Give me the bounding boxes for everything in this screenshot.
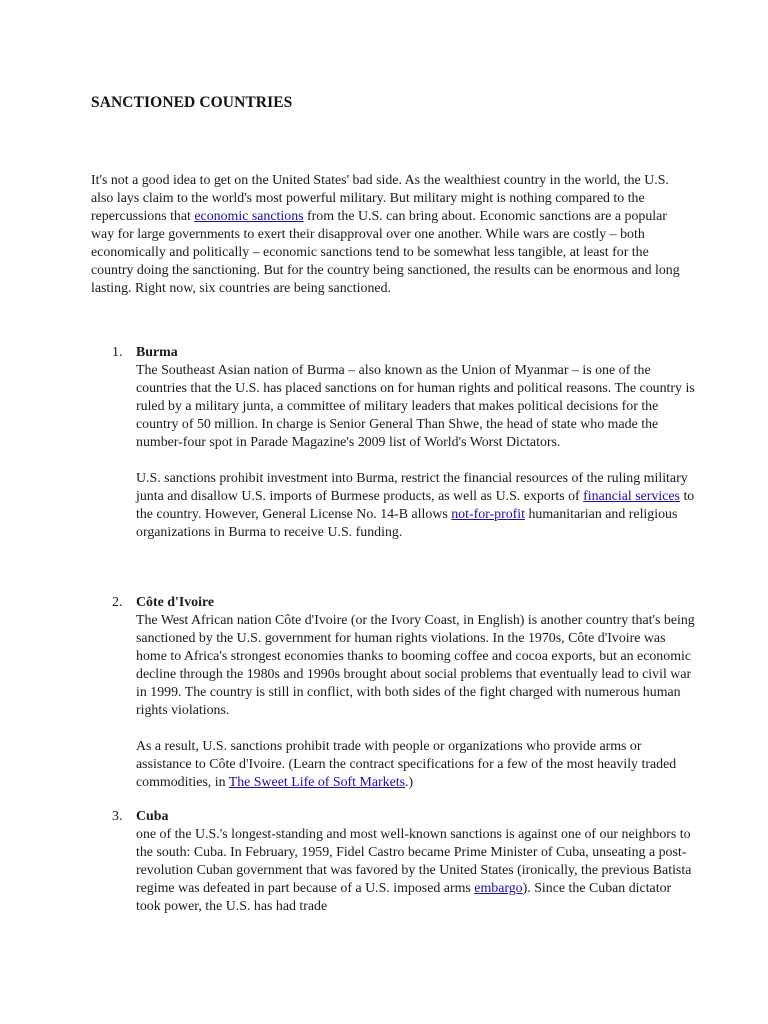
not-for-profit-link[interactable]: not-for-profit [451, 507, 526, 522]
item-text: .) [405, 775, 414, 790]
item-heading: Côte d'Ivoire [136, 595, 215, 610]
list-number: 1. [112, 345, 123, 360]
sweet-life-soft-markets-link[interactable]: The Sweet Life of Soft Markets [228, 775, 406, 790]
item-heading: Cuba [136, 809, 169, 824]
economic-sanctions-link[interactable]: economic sanctions [194, 209, 304, 224]
item-text: U.S. sanctions prohibit investment into Burma, restrict the financial resources of the ruling military junta and disallow U.S. imports of Burmese products, as well as U.S. exports of [136, 471, 688, 504]
item-text: ). Since the Cuban dictator took power, the U.S. has had trade [136, 881, 672, 914]
financial-services-link[interactable]: financial services [583, 489, 680, 504]
item-paragraph [136, 826, 696, 916]
item-text: to the country. However, General License No. 14-B allows [136, 489, 695, 522]
embargo-link[interactable]: embargo [474, 881, 523, 896]
item-paragraph: The West African nation Côte d'Ivoire (or the Ivory Coast, in English) is another country that's being sanctioned by the U.S. government for human rights violations. In the 1970s, Côte d'Ivoire was home to Africa's strongest economies thanks to booming coffee and cocoa exports, but an economic decline through the 1980s and 1990s brought about social problems that eventually lead to civil war in 1999. The country is still in conflict, with both sides of the fight charged with numerous human rights violations. [136, 613, 695, 718]
item-text: humanitarian and religious organizations in Burma to receive U.S. funding. [136, 507, 678, 540]
page-title: SANCTIONED COUNTRIES [91, 94, 293, 111]
intro-text-1: It's not a good idea to get on the United States' bad side. As the wealthiest country in the world, the U.S. also lays claim to the world's most powerful military. But military might is nothing compared to the repercussions that [91, 173, 669, 224]
list-number: 2. [112, 595, 123, 610]
list-number: 3. [112, 809, 123, 824]
item-text: one of the U.S.'s longest-standing and most well-known sanctions is against one of our neighbors to the south: Cuba. In February, 1959, Fidel Castro became Prime Minister of Cuba, unseating a post-revolution Cuban government that was favored by the United States (ironically, the previous Batista regime was defeated in part because of a U.S. imposed arms [136, 827, 692, 896]
item-text: As a result, U.S. sanctions prohibit trade with people or organizations who provide arms or assistance to Côte d'Ivoire. (Learn the contract specifications for a few of the most heavily traded commodities, in [136, 739, 677, 790]
item-paragraph: The Southeast Asian nation of Burma – also known as the Union of Myanmar – is one of the countries that the U.S. has placed sanctions on for human rights and political reasons. The country is ruled by a military junta, a committee of military leaders that makes political decisions for the country of 50 million. In charge is Senior General Than Shwe, the head of state who made the number-four spot in Parade Magazine's 2009 list of World's Worst Dictators. [136, 363, 695, 450]
intro-text-2: from the U.S. can bring about. Economic sanctions are a popular way for large governments to exert their disapproval over one another. While wars are costly – both economically and politically – economic sanctions tend to be somewhat less tangible, at least for the country doing the sanctioning. But for the country being sanctioned, the results can be enormous and long lasting. Right now, six countries are being sanctioned. [91, 209, 680, 296]
item-paragraph [136, 470, 696, 542]
item-heading: Burma [136, 345, 178, 360]
item-paragraph [136, 738, 696, 792]
intro-paragraph [91, 172, 691, 298]
